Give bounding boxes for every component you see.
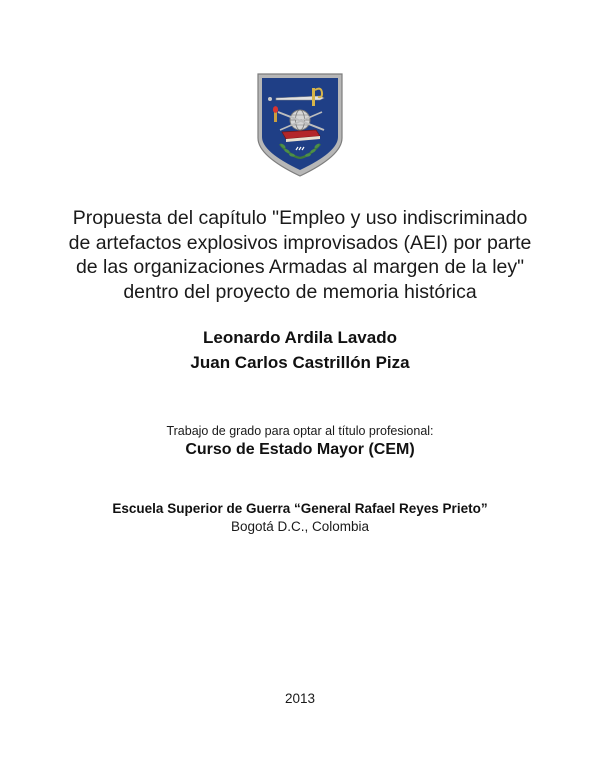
institution-location: Bogotá D.C., Colombia <box>230 519 370 534</box>
degree-intro-text: Trabajo de grado para optar al título profesional: <box>166 424 434 438</box>
publication-year: 2013 <box>284 691 316 706</box>
emblem <box>256 72 344 178</box>
document-title: Propuesta del capítulo "Empleo y uso indiscriminado de artefactos explosivos improvisados (AEI) por parte de las organizaciones Armadas al margen de la ley" dentro del proyecto de memoria histórica <box>68 207 532 303</box>
author-name: Juan Carlos Castrillón Piza <box>190 353 410 372</box>
author-name: Leonardo Ardila Lavado <box>203 328 397 347</box>
author-list <box>60 325 540 375</box>
institution-name: Escuela Superior de Guerra “General Rafael Reyes Prieto” <box>112 501 488 516</box>
degree-title: Curso de Estado Mayor (CEM) <box>185 441 415 458</box>
military-school-shield-icon <box>256 72 344 178</box>
